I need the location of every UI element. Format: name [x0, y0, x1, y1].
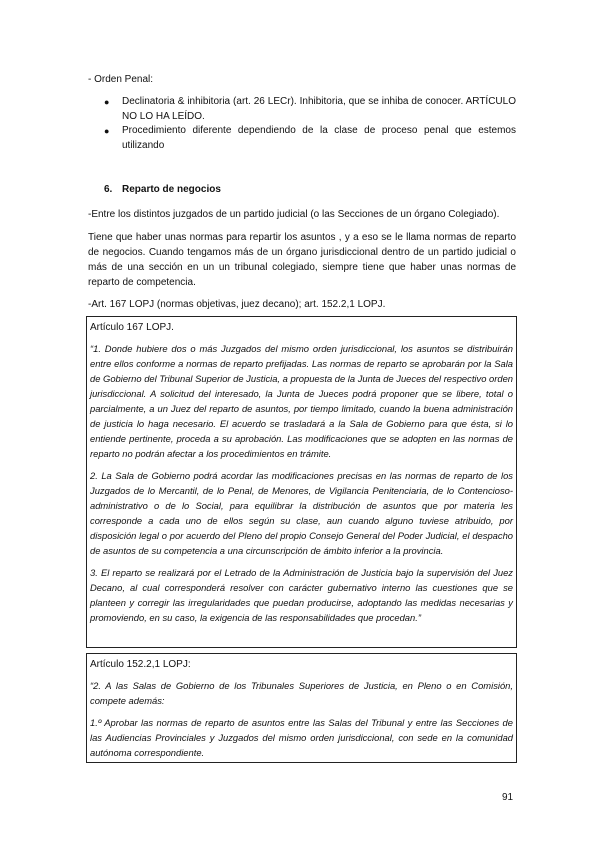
box-paragraph: “1. Donde hubiere dos o más Juzgados del mismo orden jurisdiccional, los asuntos se distribuirán entre ellos conforme a normas de reparto prefijadas. Las normas de reparto se aprobarán por la Sala de Gobierno del Tribunal Superior de Justicia, a propuesta de la Junta de Jueces del respectivo orden jurisdiccional. A solicitud del interesado, la Junta de Jueces podrá proponer que se libere, total o parcialmente, a un Juez del reparto de asuntos, por tiempo limitado, cuando la buena administración de justicia lo haga necesario. El acuerdo se trasladará a la Sala de Gobierno para que ésta, si lo entiende pertinente, proceda a su aprobación. Las modificaciones que se adopten en las normas de reparto no podrán afectar a los procedimientos en trámite.: [90, 343, 513, 459]
box-title: Artículo 152.2,1 LOPJ:: [90, 659, 191, 670]
paragraph: Tiene que haber unas normas para repartir los asuntos , y a eso se le llama normas de reparto de negocios. Cuando tengamos más de un órgano jurisdiccional dentro de un partido judicial o más de una sección en un un tribunal colegiado, siempre tiene que haber unas normas de reparto de competencia.: [88, 232, 516, 288]
bullet-item: ● Procedimiento diferente dependiendo de la clase de proceso penal que estemos utilizando: [104, 124, 516, 153]
box-paragraph: 1.º Aprobar las normas de reparto de asuntos entre las Salas del Tribunal y entre las Secciones de las Audiencias Provinciales y Juzgados del mismo orden jurisdiccional, con sede en la comunidad autónoma correspondiente.: [90, 717, 513, 758]
box-paragraph: 3. El reparto se realizará por el Letrado de la Administración de Justicia bajo la supervisión del Juez Decano, al cual corresponderá resolver con carácter gubernativo interno las cuestiones que se planteen y corregir las irregularidades que puedan producirse, adoptando las medidas necesarias y promoviendo, en su caso, la exigencia de las responsabilidades que procedan.”: [90, 567, 513, 623]
section-title: Reparto de negocios: [122, 184, 221, 195]
bullet-item: ● Declinatoria & inhibitoria (art. 26 LECr). Inhibitoria, que se inhiba de conocer. ARTÍCULO NO LO HA LEÍDO.: [104, 95, 516, 124]
section-heading: [104, 184, 221, 195]
box-title: Artículo 167 LOPJ.: [90, 322, 174, 333]
article-167-box: [86, 316, 517, 648]
paragraph: -Art. 167 LOPJ (normas objetivas, juez decano); art. 152.2,1 LOPJ.: [88, 299, 386, 310]
box-paragraph: 2. La Sala de Gobierno podrá acordar las modificaciones precisas en las normas de reparto de los Juzgados de lo Mercantil, de lo Penal, de Menores, de Vigilancia Penitenciaria, de lo Contencioso-administrativo o de lo Social, para equilibrar la distribución de asuntos que por materia les corresponde a cada uno de ellos según su clase, aun cuando alguno tuviese atribuido, por disposición legal o por acuerdo del Pleno del propio Consejo General del Poder Judicial, el despacho de asuntos de su competencia a una circunscripción de ámbito inferior a la provincia.: [90, 470, 513, 556]
box-paragraph: “2. A las Salas de Gobierno de los Tribunales Superiores de Justicia, en Pleno o en Comisión, compete además:: [90, 680, 513, 706]
paragraph: -Entre los distintos juzgados de un partido judicial (o las Secciones de un órgano Colegiado).: [88, 209, 500, 220]
orden-penal-label: - Orden Penal:: [88, 74, 154, 85]
article-152-box: [86, 653, 517, 763]
page-number: 91: [502, 792, 514, 803]
section-number: 6.: [104, 184, 113, 195]
bullet-list: [104, 95, 516, 153]
